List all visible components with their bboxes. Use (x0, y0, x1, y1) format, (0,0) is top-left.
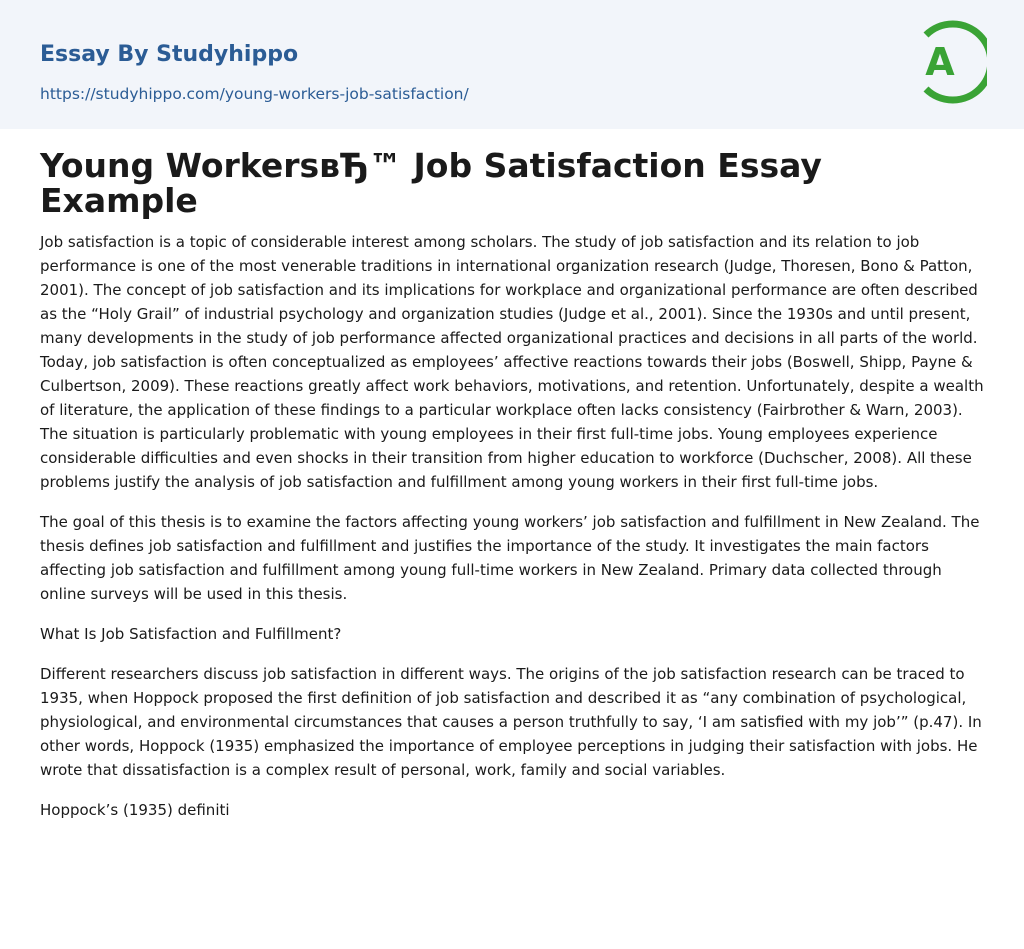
section-heading: What Is Job Satisfaction and Fulfillment? (40, 625, 342, 643)
essay-url-link[interactable]: https://studyhippo.com/young-workers-job-satisfaction/ (40, 85, 469, 103)
paragraph-truncated: Hoppock’s (1935) definiti (40, 801, 230, 819)
paragraph-definitions: Different researchers discuss job satisfaction in different ways. The origins of the job satisfaction research can be traced to 1935, when Hoppock proposed the first definition of job satisfaction and described it as “any combination of psychological, physiological, and environmental circumstances that causes a person truthfully to say, ‘I am satisfied with my job’” (p.47). In other words, Hoppock (1935) emphasized the importance of employee perceptions in judging their satisfaction with jobs. He wrote that dissatisfaction is a complex result of personal, work, family and social variables. (40, 665, 982, 779)
paragraph-goal: The goal of this thesis is to examine the factors affecting young workers’ job satisfaction and fulfillment in New Zealand. The thesis defines job satisfaction and fulfillment and justifies the importance of the study. It investigates the main factors affecting job satisfaction and fulfillment among young full-time workers in New Zealand. Primary data collected through online surveys will be used in this thesis. (40, 513, 980, 603)
logo-letter: A (925, 40, 955, 84)
article (40, 148, 986, 838)
page-title: Young WorkersвЂ™ Job Satisfaction Essay Example (40, 146, 822, 220)
site-header (0, 0, 1024, 129)
paragraph-intro: Job satisfaction is a topic of considerable interest among scholars. The study of job satisfaction and its relation to job performance is one of the most venerable traditions in international organization research (Judge, Thoresen, Bono & Patton, 2001). The concept of job satisfaction and its implications for workplace and organizational performance are often described as the “Holy Grail” of industrial psychology and organization studies (Judge et al., 2001). Since the 1930s and until present, many developments in the study of job performance affected organizational practices and decisions in all parts of the world. Today, job satisfaction is often conceptualized as employees’ affective reactions towards their jobs (Boswell, Shipp, Payne & Culbertson, 2009). These reactions greatly affect work behaviors, motivations, and retention. Unfortunately, despite a wealth of literature, the application of these findings to a particular workplace often lacks consistency (Fairbrother & Warn, 2003). The situation is particularly problematic with young employees in their first full-time jobs. Young employees experience considerable difficulties and even shocks in their transition from higher education to workforce (Duchscher, 2008). All these problems justify the analysis of job satisfaction and fulfillment among young workers in their first full-time jobs. (40, 233, 984, 491)
site-brand[interactable]: Essay By Studyhippo (40, 42, 299, 67)
studyhippo-logo-icon[interactable] (911, 18, 987, 106)
